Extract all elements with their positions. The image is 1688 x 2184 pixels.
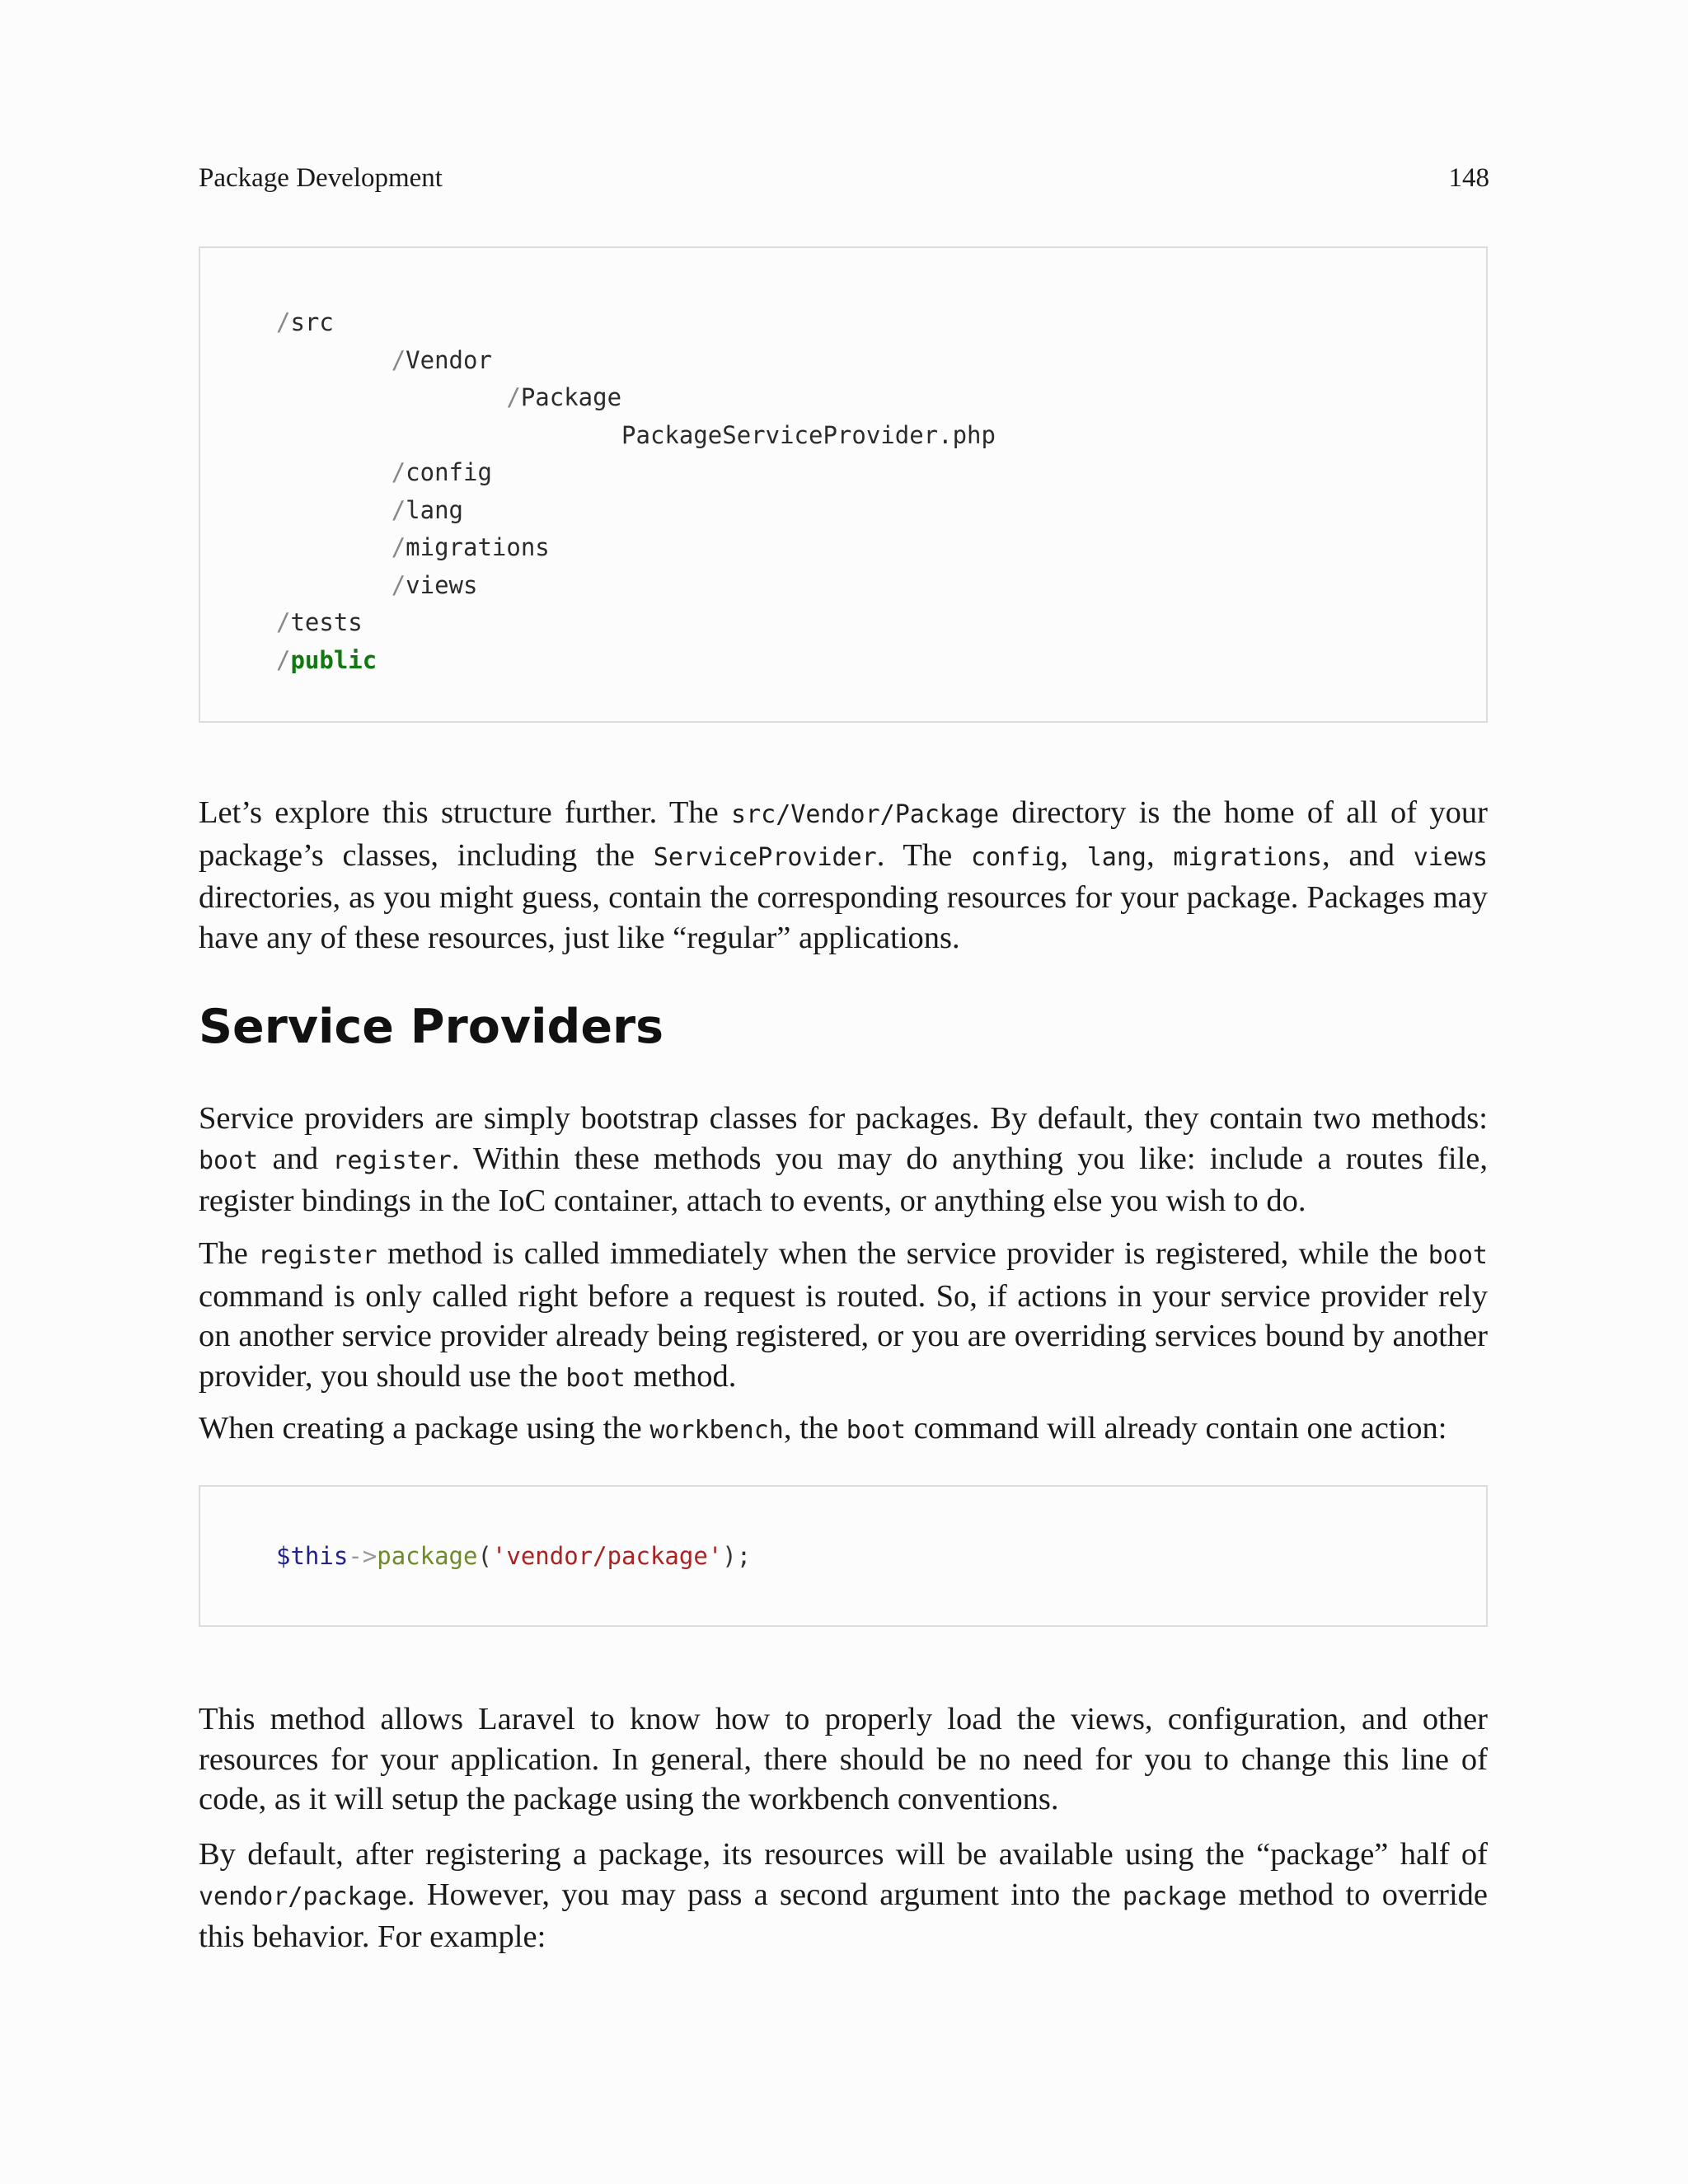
section-title: Service Providers (199, 1000, 664, 1054)
paragraph-structure-explanation: Let’s explore this structure further. The src/Vendor/Package directory is the home of all of your package’s classes, including the ServiceProvider. The config, lang, migrations, and views directories, as you might guess, contain the corresponding resources for your package. Packages may have any of these resources, just like “regular” applications. (199, 795, 1489, 955)
page-number: 148 (1448, 163, 1489, 193)
package-call-code-block (199, 1485, 1488, 1627)
paragraph-workbench-intro: When creating a package using the workbench, the boot command will already contain one action: (199, 1411, 1447, 1446)
paragraph-method-explanation: This method allows Laravel to know how to properly load the views, configuration, and other resources for your application. In general, there should be no need for you to change this line of code, as it will setup the package using the workbench conventions. (199, 1702, 1488, 1816)
code-line: $this->package('vendor/package'); (276, 1542, 752, 1570)
chapter-title: Package Development (199, 163, 443, 193)
page-header (199, 158, 1489, 198)
directory-tree (276, 304, 996, 679)
paragraph-service-providers-intro: Service providers are simply bootstrap classes for packages. By default, they contain two methods: boot and register. Within these methods you may do anything you like: include a routes file, register bindings in the IoC container, attach to events, or anything else you wish to do. (199, 1101, 1488, 1218)
paragraph-override-behavior: By default, after registering a package, its resources will be available using the “package” half of vendor/package. However, you may pass a second argument into the package method to override this behavior. For example: (199, 1837, 1488, 1954)
tree-line: /tests (276, 608, 363, 636)
tree-line: /views (391, 570, 478, 599)
tree-line: /migrations (391, 533, 550, 561)
directory-tree-code-block (199, 246, 1488, 723)
tree-line: PackageServiceProvider.php (621, 420, 996, 449)
tree-line: /lang (391, 495, 463, 524)
tree-line: /Package (506, 383, 622, 411)
tree-line: /config (391, 458, 492, 486)
tree-line: /Vendor (391, 345, 492, 374)
tree-line: /public (276, 645, 377, 674)
tree-line: /src (276, 308, 334, 336)
paragraph-register-vs-boot: The register method is called immediately when the service provider is registered, while the boot command is only called right before a request is routed. So, if actions in your service provider rely on another service provider already being registered, or you are overriding services bound by another provider, you should use the boot method. (199, 1236, 1488, 1394)
